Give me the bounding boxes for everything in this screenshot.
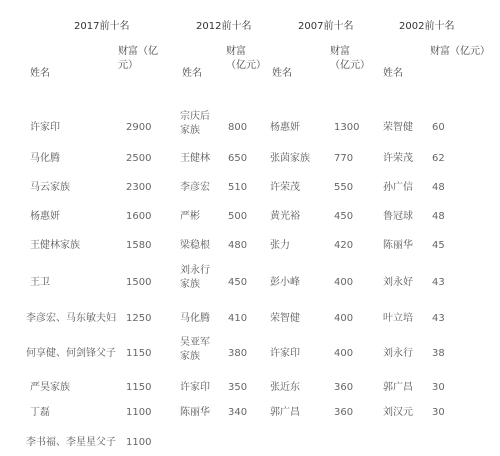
cell-name-2002: 叶立培: [383, 313, 413, 324]
cell-value-2012: 500: [228, 211, 248, 222]
cell-name-2007: 郭广昌: [270, 407, 300, 418]
cell-name-2007: 杨惠妍: [270, 122, 300, 133]
header-name-2012: 姓名: [182, 68, 202, 79]
cell-name-2017: 王健林家族: [30, 240, 80, 251]
header-value-2012: 财富（亿元）: [226, 46, 266, 71]
cell-name-2002: 陈丽华: [383, 240, 413, 251]
cell-value-2012: 510: [228, 182, 248, 193]
cell-name-2007: 许家印: [270, 348, 300, 359]
cell-name-2012: 李彦宏: [180, 182, 210, 193]
cell-value-2017: 1580: [126, 240, 152, 251]
cell-value-2012: 380: [228, 348, 248, 359]
cell-name-2017: 许家印: [30, 122, 60, 133]
group-title-2012: 2012前十名: [196, 21, 252, 32]
cell-name-2002: 刘永行: [383, 348, 413, 359]
cell-value-2007: 360: [334, 382, 354, 393]
cell-name-2002: 孙广信: [383, 182, 413, 193]
cell-name-2012: 陈丽华: [180, 407, 210, 418]
cell-name-2017: 杨惠妍: [30, 211, 60, 222]
cell-name-2012: 严彬: [180, 211, 200, 222]
header-name-2002: 姓名: [383, 68, 403, 79]
cell-name-2017: 丁磊: [30, 407, 50, 418]
cell-name-2007: 张力: [270, 240, 290, 251]
cell-value-2007: 360: [334, 407, 354, 418]
group-title-2002: 2002前十名: [399, 21, 455, 32]
cell-value-2002: 45: [432, 240, 445, 251]
cell-value-2002: 43: [432, 313, 445, 324]
cell-value-2017: 1250: [126, 313, 152, 324]
cell-value-2017: 1100: [126, 437, 152, 448]
cell-name-2002: 鲁冠球: [383, 211, 413, 222]
cell-value-2012: 480: [228, 240, 248, 251]
cell-value-2017: 2900: [126, 122, 152, 133]
cell-name-2002: 荣智健: [383, 122, 413, 133]
cell-value-2012: 650: [228, 153, 248, 164]
cell-name-2007: 黄光裕: [270, 211, 300, 222]
cell-value-2012: 350: [228, 382, 248, 393]
cell-value-2007: 1300: [334, 122, 360, 133]
header-value-2002: 财富（亿元）: [430, 46, 490, 57]
cell-name-2012: 许家印: [180, 382, 210, 393]
cell-name-2007: 张茵家族: [270, 153, 310, 164]
cell-value-2007: 770: [334, 153, 354, 164]
cell-name-2012: 王健林: [180, 153, 210, 164]
cell-name-2007: 彭小峰: [270, 277, 300, 288]
cell-value-2007: 450: [334, 211, 354, 222]
cell-value-2007: 550: [334, 182, 354, 193]
cell-name-2017: 严昊家族: [30, 382, 70, 393]
cell-value-2002: 62: [432, 153, 445, 164]
cell-name-2002: 许荣茂: [383, 153, 413, 164]
cell-value-2012: 450: [228, 277, 248, 288]
group-title-2017: 2017前十名: [74, 21, 130, 32]
cell-value-2002: 60: [432, 122, 445, 133]
cell-name-2002: 郭广昌: [383, 382, 413, 393]
header-name-2007: 姓名: [272, 68, 292, 79]
cell-value-2017: 1500: [126, 277, 152, 288]
cell-value-2017: 2500: [126, 153, 152, 164]
cell-name-2007: 张近东: [270, 382, 300, 393]
cell-name-2012: 梁稳根: [180, 240, 210, 251]
cell-value-2017: 1100: [126, 407, 152, 418]
cell-name-2007: 许荣茂: [270, 182, 300, 193]
cell-name-2017: 马云家族: [30, 182, 70, 193]
cell-value-2007: 420: [334, 240, 354, 251]
cell-name-2017: 李书福、李星星父子: [26, 437, 116, 448]
header-value-2007: 财富（亿元）: [330, 46, 370, 71]
cell-name-2017: 何享健、何剑锋父子: [26, 348, 116, 359]
cell-name-2012: 宗庆后家族: [180, 111, 210, 136]
cell-name-2002: 刘汉元: [383, 407, 413, 418]
group-title-2007: 2007前十名: [298, 21, 354, 32]
cell-value-2017: 1150: [126, 348, 152, 359]
cell-value-2017: 2300: [126, 182, 152, 193]
header-name-2017: 姓名: [30, 68, 50, 79]
cell-value-2002: 43: [432, 277, 445, 288]
cell-value-2017: 1150: [126, 382, 152, 393]
cell-value-2007: 400: [334, 348, 354, 359]
cell-value-2012: 340: [228, 407, 248, 418]
cell-value-2017: 1600: [126, 211, 152, 222]
cell-value-2002: 48: [432, 211, 445, 222]
cell-value-2007: 400: [334, 277, 354, 288]
cell-value-2012: 410: [228, 313, 248, 324]
cell-name-2012: 马化腾: [180, 313, 210, 324]
cell-name-2017: 马化腾: [30, 153, 60, 164]
cell-name-2007: 荣智健: [270, 313, 300, 324]
cell-name-2012: 吴亚军家族: [180, 337, 210, 362]
cell-value-2007: 400: [334, 313, 354, 324]
cell-value-2002: 30: [432, 382, 445, 393]
header-value-2017: 财富（亿元）: [118, 46, 158, 71]
cell-value-2012: 800: [228, 122, 248, 133]
cell-value-2002: 38: [432, 348, 445, 359]
cell-name-2017: 李彦宏、马东敏夫妇: [26, 313, 116, 324]
cell-value-2002: 30: [432, 407, 445, 418]
cell-name-2002: 刘永好: [383, 277, 413, 288]
cell-value-2002: 48: [432, 182, 445, 193]
cell-name-2012: 刘永行家族: [180, 265, 210, 290]
cell-name-2017: 王卫: [30, 277, 50, 288]
